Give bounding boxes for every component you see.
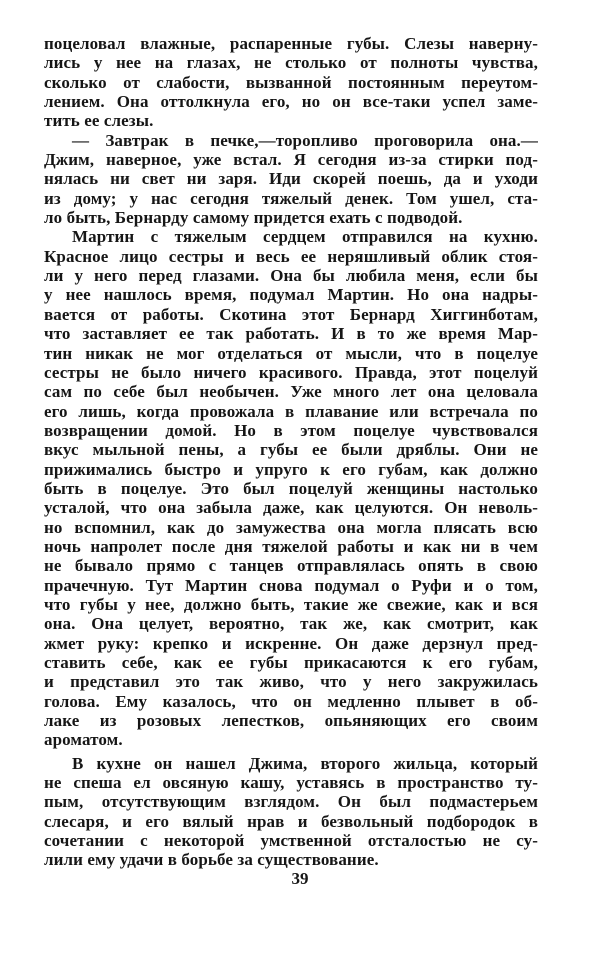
text-line: усталой, что она забыла даже, как целуются. Он неволь-: [44, 498, 538, 518]
text-line: и представил это так живо, что у него закружилась: [44, 672, 538, 692]
text-line: что губы у нее, должно быть, такие же свежие, как и вся: [44, 594, 538, 614]
text-line: слесаря, и его вялый нрав и безвольный подбородок в: [44, 811, 538, 831]
text-line: ставить себе, как ее губы прикасаются к его губам,: [44, 653, 538, 672]
text-line: голова. Ему казалось, что он медленно плывет в об-: [44, 691, 538, 711]
paragraph: [44, 754, 538, 870]
paragraph: [44, 34, 538, 131]
text-line: В кухне он нашел Джима, второго жильца, который: [72, 753, 538, 773]
text-line: не спеша ел овсяную кашу, уставясь в пространство ту-: [44, 773, 538, 793]
text-line: тин никак не мог отделаться от мысли, что в поцелуе: [44, 343, 538, 363]
text-line: ло быть, Бернарду самому придется ехать с подводой.: [44, 208, 463, 228]
text-line: сестры не было ничего красивого. Правда, этот поцелуй: [44, 362, 538, 382]
text-line: поцеловал влажные, распаренные губы. Слезы наверну-: [44, 34, 538, 53]
text-line: нялась ни свет ни заря. Иди скорей поешь, да и уходи: [44, 169, 538, 189]
text-line: ароматом.: [44, 730, 123, 750]
text-line: она. Она целует, вероятно, так же, как смотрит, как: [44, 614, 538, 634]
text-line: сколько от слабости, вызванной постоянным переутом-: [44, 72, 538, 92]
text-line: ли у него перед глазами. Она бы любила меня, если бы: [44, 266, 538, 286]
text-line: лаке из розовых лепестков, опьяняющих его своим: [44, 711, 538, 731]
text-line: вкус мыльной пены, а губы ее были дряблы. Они не: [44, 440, 538, 460]
text-line: сам по себе был необычен. Уже много лет она целовала: [44, 382, 538, 402]
text-line: прижимались быстро и упруго к его губам, как должно: [44, 459, 538, 479]
text-line: но вспомнил, как до замужества она могла плясать всю: [44, 517, 538, 537]
text-line: лением. Она оттолкнула его, но он все-таки успел заме-: [44, 92, 538, 112]
text-line: у нее нашлось время, подумал Мартин. Но она надры-: [44, 285, 538, 305]
text-line: ночь напролет после дня тяжелой работы и как ни в чем: [44, 536, 538, 556]
page-number: 39: [291, 869, 309, 888]
text-line: Мартин с тяжелым сердцем отправился на кухню.: [72, 227, 538, 247]
text-line: возвращении домой. Но в этом поцелуе чувствовался: [44, 420, 538, 440]
book-page-text: [44, 34, 538, 870]
text-line: прачечную. Тут Мартин снова подумал о Руфи и о том,: [44, 575, 538, 595]
paragraph: [44, 131, 538, 228]
text-line: — Завтрак в печке,—торопливо проговорила она.—: [72, 130, 538, 150]
text-line: не бывало прямо с танцев отправлялась опять в свою: [44, 556, 538, 576]
text-line: лили ему удачи в борьбе за существование.: [44, 850, 379, 870]
text-line: тить ее слезы.: [44, 111, 154, 131]
text-line: жмет руку: крепко и искренне. Он даже дерзнул пред-: [44, 633, 538, 653]
text-line: из дому; у нас сегодня тяжелый денек. Том ушел, ста-: [44, 188, 538, 208]
text-line: пым, отсутствующим взглядом. Он был подмастерьем: [44, 792, 538, 812]
text-line: его лишь, когда провожала в плавание или встречала по: [44, 401, 538, 421]
text-line: Джим, наверное, уже встал. Я сегодня из-за стирки под-: [44, 150, 538, 170]
text-line: быть в поцелуе. Это был поцелуй женщины настолько: [44, 478, 538, 498]
text-line: Красное лицо сестры и весь ее неряшливый облик стоя-: [44, 246, 538, 266]
text-line: что заставляет ее так работать. И в то же время Мар-: [44, 324, 538, 344]
text-line: вается от работы. Скотина этот Бернард Хиггинботам,: [44, 304, 538, 324]
text-line: лись у нее на глазах, не столько от полноты чувства,: [44, 53, 538, 73]
text-line: сочетании с некоторой умственной отсталостью не су-: [44, 831, 538, 851]
paragraph: [44, 227, 538, 749]
